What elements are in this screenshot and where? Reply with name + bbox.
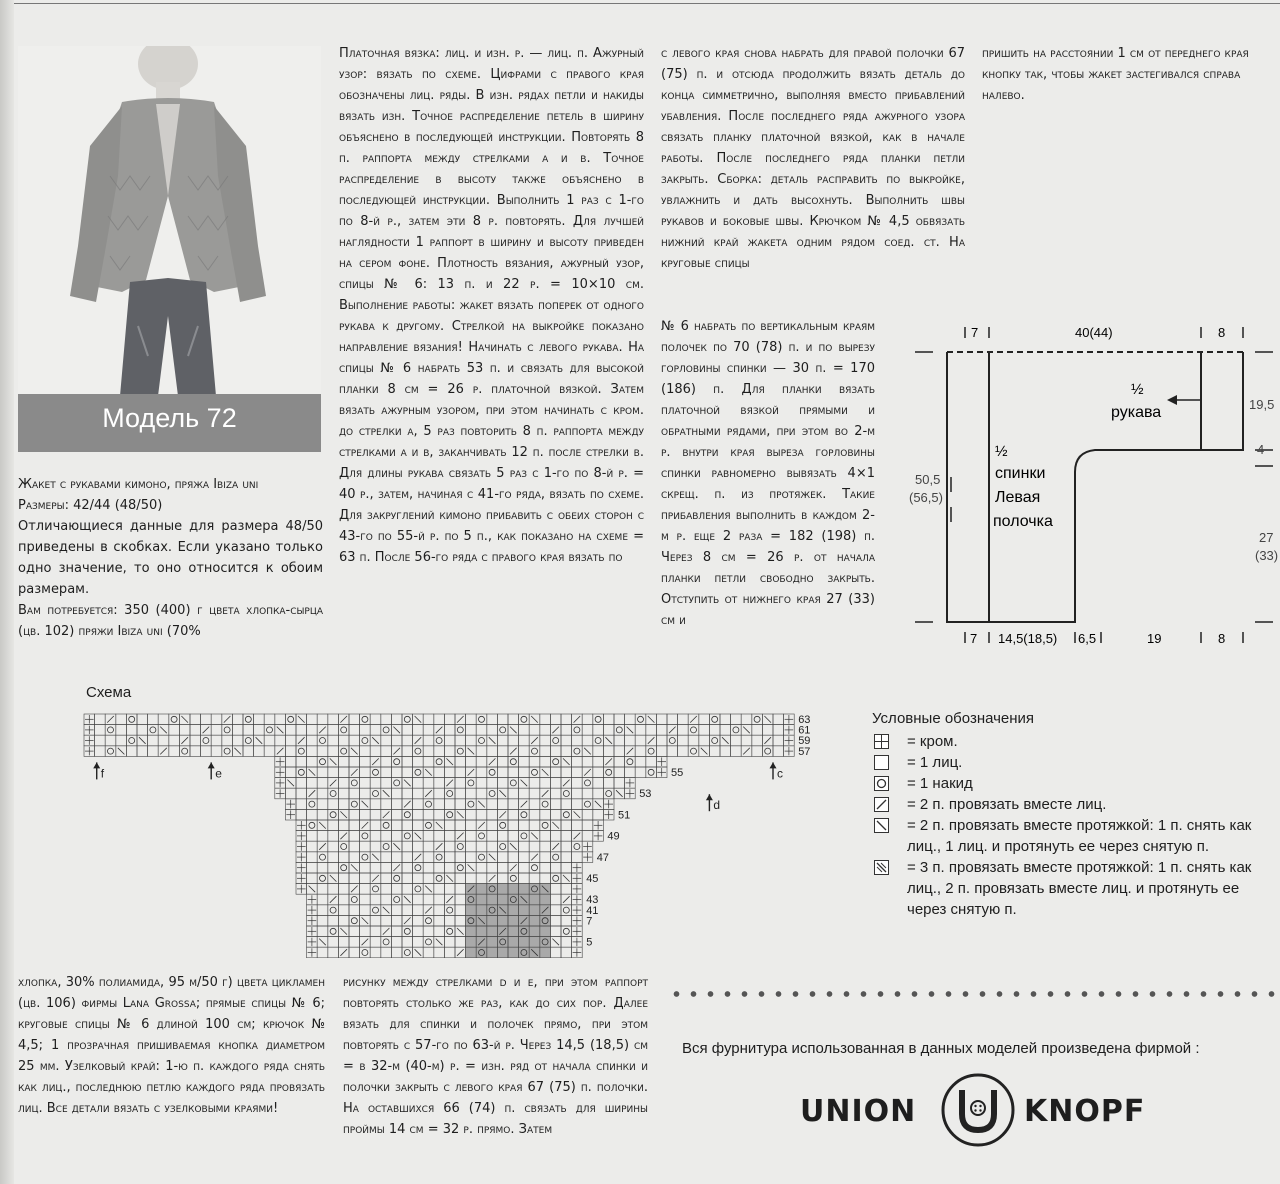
logo-emblem-icon — [940, 1072, 1016, 1148]
yarn-over-icon — [874, 776, 889, 791]
bottom-column-2 — [343, 972, 648, 1140]
chart-row-label: 61 — [798, 724, 811, 737]
bottom-text-1: хлопка, 30% полиамида, 95 м/50 г) цвета цикламен (цв. 106) фирмы Lana Grossa; прямые спицы № 6; круговые спицы № 6 длиной 100 см; крючок № 4,5; 1 прозрачная пришиваемая кнопка диаметром 25 мм. Узелковый край: 1-ю п. каждого ряда снять как лиц., последнюю петлю каждого ряда провязать лиц. Все детали вязать с узелковыми краями! — [18, 975, 325, 1116]
chart-row-label: 51 — [618, 809, 631, 822]
top-rule — [14, 3, 1280, 4]
chart-row-label: 7 — [586, 915, 593, 928]
furniture-note: Вся фурнитура использованная в данных моделей произведена фирмой : — [682, 1040, 1200, 1057]
dim-bot-65: 6,5 — [1078, 631, 1097, 646]
dim-top-8: 8 — [1218, 325, 1226, 340]
logo-word-knopf: KNOPF — [1024, 1094, 1146, 1129]
intro-line-3: Отличающиеся данные для размера 48/50 приведены в скобках. Если указано только одно значение, то оно относится к обоим размерам. — [18, 519, 323, 597]
instructions-text-3-narrow: № 6 набрать по вертикальным краям полочек по 70 (78) п. и по вырезу горловины спинки — 30 п. = 170 (186) п. Для планки вязать платочной вязкой прямыми и обратными рядами, при этом во 2-м р. внутри края выреза горловины спинки равномерно вывязать 4×1 скрещ. п. из протяжек. Такие прибавления выполнить в каждом 2-м р. еще 2 раза = 182 (198) п. Через 8 см = 26 р. от начала планки петли свободно закрыть. Отступить от нижнего края 27 (33) см и — [661, 319, 875, 628]
legend-text-k2tog: = 2 п. провязать вместе лиц. — [907, 796, 1107, 813]
instructions-text-4: пришить на расстоянии 1 см от переднего края кнопку так, чтобы жакет застегивался справа налево. — [982, 46, 1249, 103]
intro-line-1: Жакет с рукавами кимоно, пряжа Ibiza uni — [18, 477, 259, 492]
chart-row-label: 47 — [596, 851, 610, 864]
dim-bot-145: 14,5(18,5) — [998, 631, 1058, 646]
dim-right-27: 27 — [1259, 530, 1274, 545]
union-knopf-logo — [800, 1072, 1180, 1152]
k2tog-icon — [874, 797, 889, 812]
legend — [872, 708, 1272, 920]
legend-item-sk2p — [872, 857, 1272, 920]
dim-right-195: 19,5 — [1249, 397, 1275, 412]
schem-half-2: ½ — [995, 443, 1008, 460]
legend-item-ssk — [872, 815, 1272, 857]
chart-row-label: 49 — [607, 830, 620, 843]
model-caption: Модель 72 — [102, 403, 237, 433]
chart-row-label: 55 — [671, 767, 684, 779]
instructions-text-2: Платочная вязка: лиц. и изн. р. — лиц. п. Ажурный узор: вязать по схеме. Цифрами с правого края обозначены лиц. ряды. В изн. рядах петли и накиды вязать изн. Точное распределение петель в ширину объяснено в последующей инструкции. Повторять 8 п. раппорта между стрелками a и b. Точное распределение в высоту также объяснено в последующей инструкции. Выполнить 1 раз с 1-го по 8-й р., затем эти 8 р. повторять. Для лучшей наглядности 1 раппорт в ширину и высоту приведен на сером фоне. Плотность вязания, ажурный узор, спицы № 6: 13 п. и 22 р. = 10×10 см. Выполнение работы: жакет вязать поперек от одного рукава к другому. Стрелкой на выкройке показано направление вязания! Начинать с левого рукава. На спицы № 6 набрать 53 п. и связать для высокой планки 8 см = 26 р. платочной вязкой. Затем вязать ажурным узором, при этом начинать с кром. до стрелки a, 5 раз повторить 8 п. раппорта между стрелками a и b, заканчивать 12 п. после стрелки b. Для длины рукава связать 5 раз с 1-го по 8-й р. = 40 р., затем, начиная с 41-го ряда, вязать по схеме. Для закруглений кимоно прибавить с обеих сторон с 43-го по 55-й р. по 5 п., как показано на схеме = 63 п. После 56-го ряда с правого края вязать по — [339, 46, 644, 565]
model-caption-band — [18, 394, 321, 452]
schem-half-1: ½ — [1131, 381, 1144, 398]
legend-text-knit: = 1 лиц. — [907, 754, 963, 771]
legend-item-edge — [872, 731, 1272, 752]
chart-row-label: 63 — [798, 714, 811, 726]
chart-row-label: 53 — [639, 788, 652, 801]
logo-word-union: UNION — [800, 1094, 917, 1129]
chart-arrow-f: f — [100, 766, 105, 781]
dim-right-4: 4 — [1257, 442, 1265, 457]
dim-bot-7: 7 — [970, 631, 978, 646]
page-spine — [0, 0, 14, 1184]
chart-row-label: 45 — [586, 873, 599, 885]
instructions-column-3 — [661, 43, 965, 274]
bottom-column-1 — [18, 972, 325, 1119]
knit-stitch-icon — [874, 755, 889, 770]
chart-row-label: 5 — [586, 936, 593, 949]
instructions-column-4 — [982, 43, 1280, 106]
schem-left: Левая — [995, 489, 1041, 506]
legend-text-yo: = 1 накид — [907, 775, 973, 792]
intro-column — [18, 474, 323, 642]
legend-item-yo — [872, 773, 1272, 794]
dim-top-7: 7 — [971, 325, 979, 340]
chart-row-label: 43 — [586, 894, 599, 907]
legend-item-knit — [872, 752, 1272, 773]
intro-line-2: Размеры: 42/44 (48/50) — [18, 498, 163, 513]
dim-left-505: 50,5 — [915, 472, 941, 487]
chart-row-label: 57 — [798, 745, 811, 758]
model-photo-illustration — [18, 46, 321, 396]
ssk-icon — [874, 818, 889, 833]
sk2p-icon — [874, 860, 889, 875]
knitting-chart — [80, 708, 820, 958]
chart-title: Схема — [86, 684, 132, 701]
schem-front: полочка — [993, 513, 1053, 530]
dotted-divider — [668, 990, 1280, 998]
dim-bot-8: 8 — [1218, 631, 1226, 646]
dim-left-565: (56,5) — [909, 490, 943, 505]
chart-arrow-d: d — [713, 798, 721, 813]
model-photo — [18, 46, 321, 452]
dim-right-33: (33) — [1255, 548, 1279, 563]
pattern-schematic — [905, 322, 1280, 652]
schem-back: спинки — [995, 465, 1046, 482]
edge-stitch-icon — [874, 734, 889, 749]
instructions-text-3: с левого края снова набрать для правой полочки 67 (75) п. и отсюда продолжить вязать деталь до конца симметрично, выполняя вместо прибавлений убавления. После последнего ряда ажурного узора связать планку платочной вязкой, как в начале работы. После последнего ряда планки петли закрыть. Сборка: деталь расправить по выкройке, увлажнить и дать высохнуть. Выполнить швы рукавов и боковые швы. Крючком № 4,5 обвязать нижний край жакета одним рядом соед. ст. На круговые спицы — [661, 46, 965, 271]
chart-arrow-e: e — [215, 766, 222, 781]
legend-text-sk2p: = 3 п. провязать вместе протяжкой: 1 п. снять как лиц., 2 п. провязать вместе лиц. и протянуть ее через снятую п. — [907, 859, 1252, 918]
dim-top-40: 40(44) — [1075, 325, 1113, 340]
bottom-text-2: рисунку между стрелками d и e, при этом раппорт повторять столько же раз, как до сих пор. Далее вязать для спинки и полочек прямо, при этом повторять с 57-го по 63-й р. Через 14,5 (18,5) см = в 32-м (40-м) р. = изн. ряд от начала спинки и полочки закрыть с левого края 67 (75) п. полочки. На оставшихся 66 (74) п. связать для ширины проймы 14 см = 32 р. прямо. Затем — [343, 975, 648, 1137]
legend-text-edge: = кром. — [907, 733, 958, 750]
chart-row-label: 41 — [586, 904, 599, 917]
dim-bot-19: 19 — [1147, 631, 1162, 646]
instructions-column-3-narrow — [661, 316, 875, 631]
schem-sleeve: рукава — [1111, 404, 1162, 421]
instructions-column-2 — [339, 43, 644, 568]
chart-row-label: 59 — [798, 735, 811, 748]
legend-text-ssk: = 2 п. провязать вместе протяжкой: 1 п. снять как лиц., 1 лиц. и протянуть ее через снятую п. — [907, 817, 1252, 855]
legend-title: Условные обозначения — [872, 710, 1035, 727]
chart-arrow-c: c — [777, 766, 783, 781]
legend-item-k2tog — [872, 794, 1272, 815]
intro-line-4: Вам потребуется: 350 (400) г цвета хлопка-сырца (цв. 102) пряжи Ibiza uni (70% — [18, 603, 323, 639]
knitting-chart-grid — [80, 708, 820, 958]
